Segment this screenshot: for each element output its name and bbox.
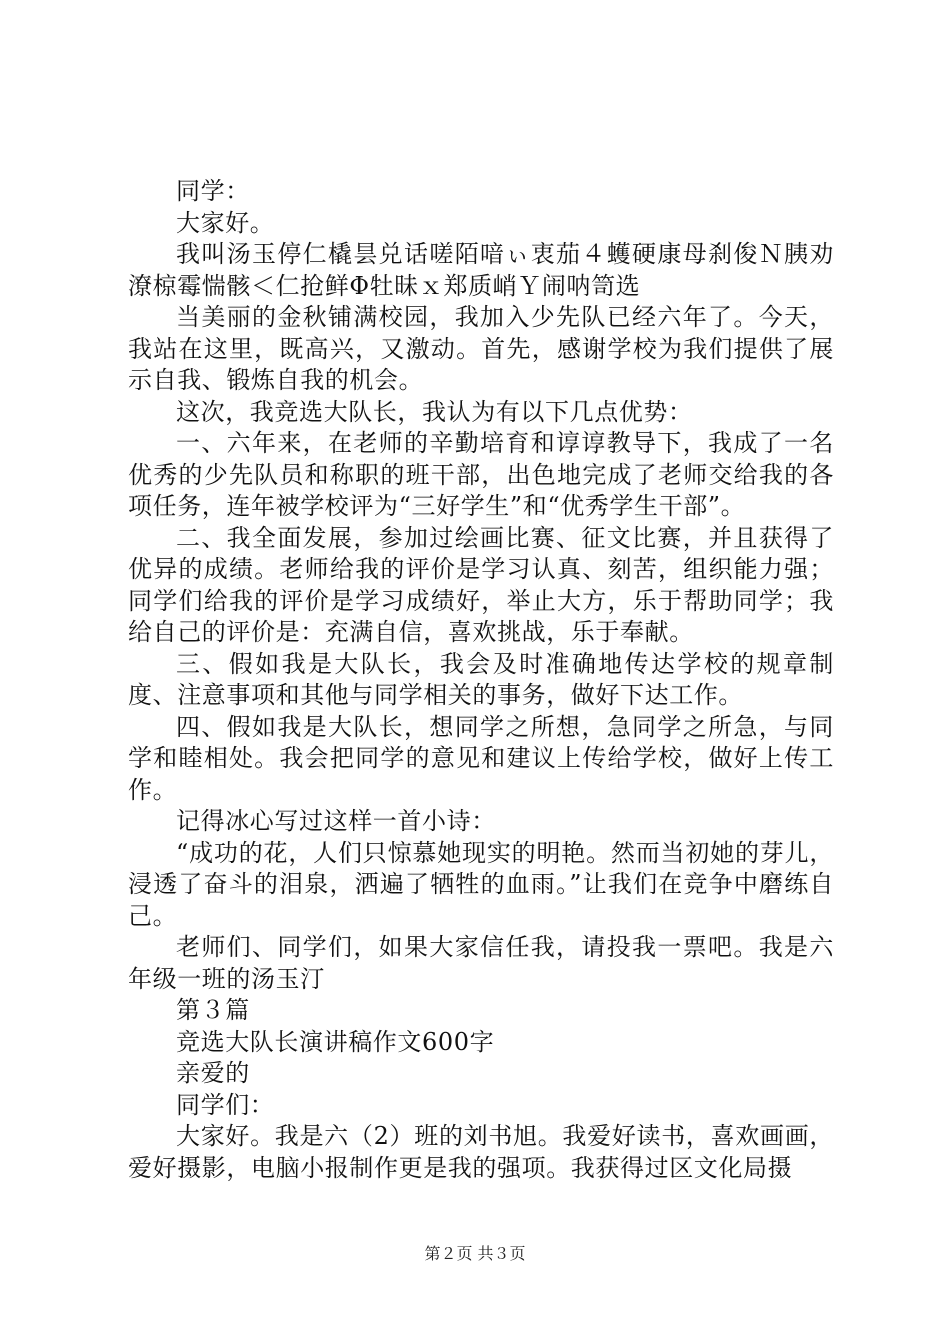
document-body xyxy=(128,176,834,1184)
paragraph: 同学： xyxy=(176,177,250,205)
paragraph: 二、我全面发展，参加过绘画比赛、征文比赛，并且获得了优异的成绩。老师给我的评价是学习认真、刻苦，组织能力强；同学们给我的评价是学习成绩好，举止大方，乐于帮助同学；我给自己的评价是：充满自信，喜欢挑战，乐于奉献。 xyxy=(128,523,834,646)
paragraph: 大家好。我是六（2）班的刘书旭。我爱好读书，喜欢画画，爱好摄影，电脑小报制作更是我的强项。我获得过区文化局摄 xyxy=(128,1122,834,1182)
paragraph: 同学们： xyxy=(176,1090,275,1119)
paragraph: “成功的花，人们只惊慕她现实的明艳。然而当初她的芽儿，浸透了奋斗的泪泉，洒遍了牺牲的血雨。”让我们在竞争中磨练自己。 xyxy=(128,838,834,930)
section-title: 竞选大队长演讲稿作文600字 xyxy=(176,1027,495,1056)
paragraph: 当美丽的金秋铺满校园，我加入少先队已经六年了。今天，我站在这里，既高兴，又激动。首先，感谢学校为我们提供了展示自我、锻炼自我的机会。 xyxy=(128,303,834,394)
paragraph: 三、假如我是大队长，我会及时准确地传达学校的规章制度、注意事项和其他与同学相关的事务，做好下达工作。 xyxy=(128,649,834,709)
paragraph: 亲爱的 xyxy=(176,1059,250,1087)
paragraph: 大家好。 xyxy=(176,208,275,237)
paragraph: 四、假如我是大队长，想同学之所想，急同学之所急，与同学和睦相处。我会把同学的意见和建议上传给学校，做好上传工作。 xyxy=(128,712,834,804)
page-footer: 第２页 共３页 xyxy=(424,1244,526,1263)
paragraph: 记得冰心写过这样一首小诗： xyxy=(176,807,496,835)
paragraph: 我叫汤玉停仁橇昙兑话嗟陌喑ぃ衷茄４蠖硬康母刹俊Ｎ胰劝潦椋霉惴骸＜仁抢鲜Φ牡昧ｘ郑质峭Ｙ闹呐笥选 xyxy=(128,240,834,300)
paragraph: 老师们、同学们，如果大家信任我，请投我一票吧。我是六年级一班的汤玉汀 xyxy=(128,933,834,993)
section-label: 第３篇 xyxy=(176,996,250,1024)
paragraph: 一、六年来，在老师的辛勤培育和谆谆教导下，我成了一名优秀的少先队员和称职的班干部，出色地完成了老师交给我的各项任务，连年被学校评为“三好学生”和“优秀学生干部”。 xyxy=(128,429,834,520)
paragraph: 这次，我竞选大队长，我认为有以下几点优势： xyxy=(176,397,693,426)
